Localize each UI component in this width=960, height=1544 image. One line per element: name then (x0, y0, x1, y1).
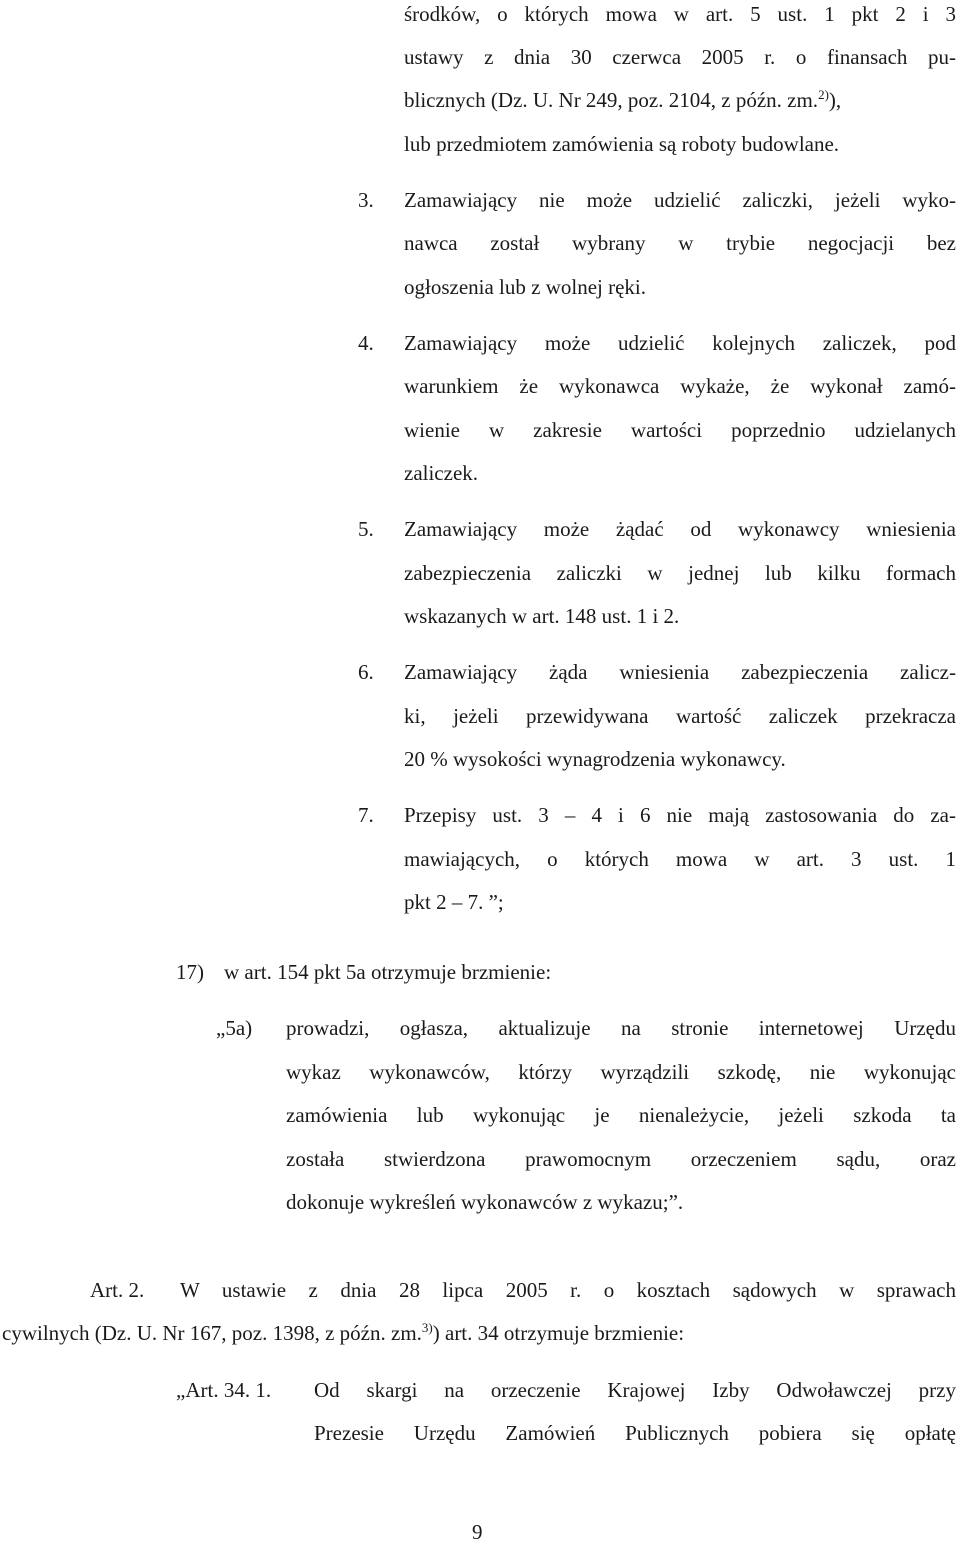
article-label: Art. 2. (90, 1278, 145, 1302)
text-line: została stwierdzona prawomocnym orzeczeniem sądu, oraz (286, 1147, 956, 1171)
text-line: wienie w zakresie wartości poprzednio udzielanych (404, 418, 956, 442)
text-line (404, 87, 842, 112)
text-line: w art. 154 pkt 5a otrzymuje brzmienie: (224, 960, 552, 984)
text-line: wykaz wykonawców, którzy wyrządzili szkodę, nie wykonując (286, 1060, 956, 1084)
list-item-number: 6. (358, 660, 374, 684)
point-number: 17) (176, 960, 204, 984)
text-line: dokonuje wykreśleń wykonawców z wykazu;”. (286, 1190, 684, 1214)
page-number: 9 (472, 1520, 483, 1544)
text-line: Przepisy ust. 3 – 4 i 6 nie mają zastosowania do za- (404, 803, 956, 827)
list-item-number: 7. (358, 803, 374, 827)
text-line: nawca został wybrany w trybie negocjacji bez (404, 231, 956, 255)
text-line: ogłoszenia lub z wolnej ręki. (404, 275, 647, 299)
text-line: 20 % wysokości wynagrodzenia wykonawcy. (404, 747, 786, 771)
footnote-ref: 3) (421, 1320, 433, 1335)
list-item-number: 3. (358, 188, 374, 212)
text-fragment: cywilnych (Dz. U. Nr 167, poz. 1398, z późn. zm. (2, 1321, 422, 1345)
text-line: warunkiem że wykonawca wykaże, że wykonał zamó- (404, 374, 956, 398)
text-line: W ustawie z dnia 28 lipca 2005 r. o kosztach sądowych w sprawach (180, 1278, 956, 1302)
text-fragment: ), (828, 88, 842, 112)
text-fragment: ) art. 34 otrzymuje brzmienie: (432, 1321, 685, 1345)
text-line (2, 1320, 685, 1345)
text-line: Zamawiający żąda wniesienia zabezpieczenia zalicz- (404, 660, 956, 684)
text-line: Zamawiający może żądać od wykonawcy wniesienia (404, 517, 956, 541)
text-line: zabezpieczenia zaliczki w jednej lub kilku formach (404, 561, 956, 585)
text-line: ki, jeżeli przewidywana wartość zaliczek przekracza (404, 704, 956, 728)
list-item-number: 4. (358, 331, 374, 355)
text-fragment: blicznych (Dz. U. Nr 249, poz. 2104, z późn. zm. (404, 88, 819, 112)
list-item-number: 5. (358, 517, 374, 541)
text-line: ustawy z dnia 30 czerwca 2005 r. o finansach pu- (404, 45, 956, 69)
text-line: środków, o których mowa w art. 5 ust. 1 pkt 2 i 3 (404, 2, 956, 26)
text-line: mawiających, o których mowa w art. 3 ust. 1 (404, 847, 956, 871)
text-line: pkt 2 – 7. ”; (404, 890, 504, 914)
text-line: wskazanych w art. 148 ust. 1 i 2. (404, 604, 680, 628)
text-line: prowadzi, ogłasza, aktualizuje na stronie internetowej Urzędu (286, 1016, 956, 1040)
text-line: zamówienia lub wykonując je nienależycie, jeżeli szkoda ta (286, 1103, 956, 1127)
text-line: Zamawiający nie może udzielić zaliczki, jeżeli wyko- (404, 188, 956, 212)
text-line: Od skargi na orzeczenie Krajowej Izby Odwoławczej przy (314, 1378, 956, 1402)
text-line: Zamawiający może udzielić kolejnych zaliczek, pod (404, 331, 956, 355)
text-line: zaliczek. (404, 461, 479, 485)
footnote-ref: 2) (818, 87, 829, 102)
article-label: „Art. 34. 1. (176, 1378, 272, 1402)
text-line: lub przedmiotem zamówienia są roboty budowlane. (404, 132, 840, 156)
text-line: Prezesie Urzędu Zamówień Publicznych pobiera się opłatę (314, 1421, 956, 1445)
quote-label: „5a) (216, 1016, 253, 1040)
